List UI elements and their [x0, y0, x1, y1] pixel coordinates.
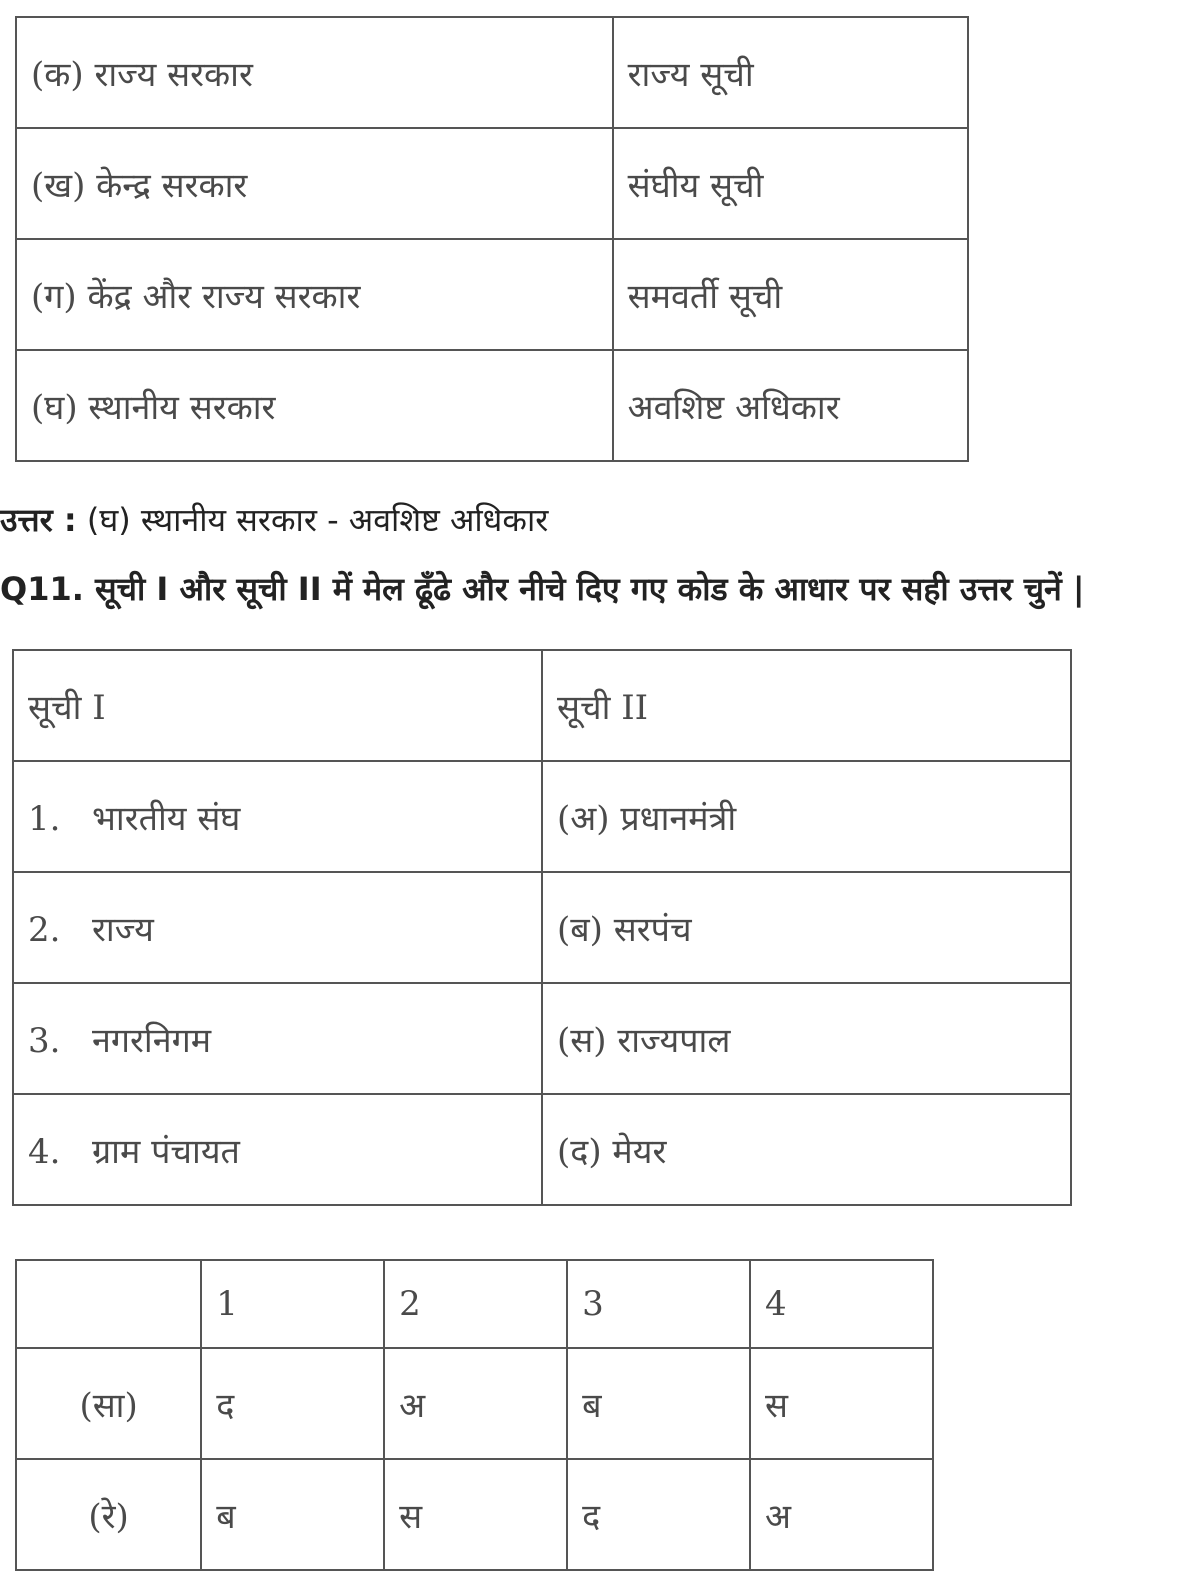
- header-cell: 4: [750, 1260, 933, 1348]
- answer-line: [0, 498, 548, 541]
- match-table: [12, 649, 1072, 1206]
- government-cell: (ख) केन्द्र सरकार: [16, 128, 613, 239]
- option-label: (सा): [16, 1348, 201, 1459]
- table-row: [16, 17, 968, 128]
- government-cell: (क) राज्य सरकार: [16, 17, 613, 128]
- list-1-cell: [13, 872, 542, 983]
- list-2-header: सूची II: [542, 650, 1071, 761]
- header-cell: [16, 1260, 201, 1348]
- code-cell: ब: [201, 1459, 384, 1570]
- state-list-table: [15, 16, 969, 462]
- item-number: 4.: [28, 1131, 61, 1172]
- answer-text: (घ) स्थानीय सरकार - अवशिष्ट अधिकार: [86, 501, 549, 539]
- code-cell: स: [750, 1348, 933, 1459]
- list-2-cell: (अ) प्रधानमंत्री: [542, 761, 1071, 872]
- list-cell: अवशिष्ट अधिकार: [613, 350, 968, 461]
- list-2-cell: (स) राज्यपाल: [542, 983, 1071, 1094]
- code-cell: अ: [750, 1459, 933, 1570]
- item-text: नगरनिगम: [92, 1020, 212, 1061]
- list-cell: राज्य सूची: [613, 17, 968, 128]
- table-row: [16, 1348, 933, 1459]
- list-2-cell: (ब) सरपंच: [542, 872, 1071, 983]
- code-table: [15, 1259, 934, 1571]
- table-row: [13, 1094, 1071, 1205]
- table-row: [13, 983, 1071, 1094]
- item-text: ग्राम पंचायत: [92, 1131, 240, 1172]
- table-row: [16, 1459, 933, 1570]
- table-row: [16, 239, 968, 350]
- item-number: 2.: [28, 909, 61, 950]
- list-cell: संघीय सूची: [613, 128, 968, 239]
- list-1-cell: [13, 983, 542, 1094]
- code-cell: स: [384, 1459, 567, 1570]
- code-cell: द: [567, 1459, 750, 1570]
- option-label: (रे): [16, 1459, 201, 1570]
- code-cell: ब: [567, 1348, 750, 1459]
- item-text: भारतीय संघ: [92, 798, 241, 839]
- government-cell: (घ) स्थानीय सरकार: [16, 350, 613, 461]
- table-header-row: [13, 650, 1071, 761]
- list-1-cell: [13, 761, 542, 872]
- item-text: राज्य: [92, 909, 154, 950]
- list-2-cell: (द) मेयर: [542, 1094, 1071, 1205]
- list-1-header: सूची I: [13, 650, 542, 761]
- answer-label: उत्तर :: [0, 501, 77, 539]
- header-cell: 3: [567, 1260, 750, 1348]
- table-row: [16, 350, 968, 461]
- header-cell: 2: [384, 1260, 567, 1348]
- item-number: 1.: [28, 798, 61, 839]
- list-1-cell: [13, 1094, 542, 1205]
- table-header-row: [16, 1260, 933, 1348]
- code-cell: द: [201, 1348, 384, 1459]
- government-cell: (ग) केंद्र और राज्य सरकार: [16, 239, 613, 350]
- list-cell: समवर्ती सूची: [613, 239, 968, 350]
- table-row: [13, 872, 1071, 983]
- question-title: Q11. सूची I और सूची II में मेल ढूँढे और नीचे दिए गए कोड के आधार पर सही उत्तर चुनें |: [0, 570, 1085, 608]
- header-cell: 1: [201, 1260, 384, 1348]
- table-row: [16, 128, 968, 239]
- table-row: [13, 761, 1071, 872]
- code-cell: अ: [384, 1348, 567, 1459]
- item-number: 3.: [28, 1020, 61, 1061]
